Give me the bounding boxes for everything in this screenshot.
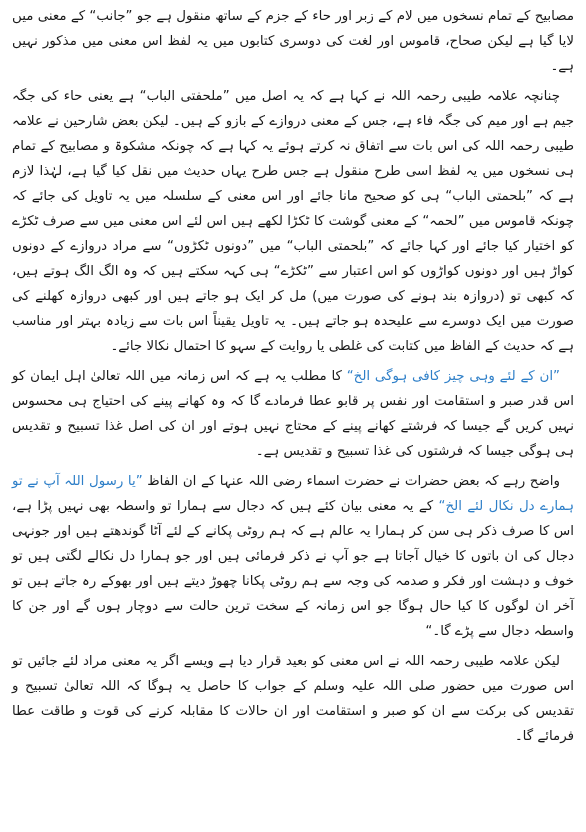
quoted-phrase-2: ”یا رسول اللہ آپ نے تو ہمارے دل نکال لئے الخ“ [12, 474, 575, 514]
paragraph-3-text: کا مطلب یہ ہے کہ اس زمانہ میں اللہ تعالیٰ اہل ایمان کو اس قدر صبر و استقامت اور نفس پر قابو عطا فرمادے گا کہ وہ کھانے پینے کی احتیاج ہی محسوس نہیں کریں گے جیسا کہ فرشتے کھانے پینے کے محتاج نہیں ہوتے اور ان کی اصل غذا تسبیح و تقدیس ہی ہوگی جیسا کہ فرشتوں کی غذا تسبیح و تقدیس ہے۔ [12, 369, 574, 459]
paragraph-4-lead: واضح رہے کہ بعض حضرات نے حضرت اسماء رضی اللہ عنہا کے ان الفاظ [142, 474, 560, 489]
paragraph-2 [12, 84, 574, 359]
paragraph-5 [12, 649, 574, 749]
quoted-phrase-1: ”ان کے لئے وہی چیز کافی ہوگی الخ“ [346, 369, 560, 384]
paragraph-4 [12, 469, 574, 644]
paragraph-3 [12, 364, 574, 464]
paragraph-4-text: کے یہ معنی بیان کئے ہیں کہ دجال سے ہمارا تو واسطہ بھی نہیں پڑا ہے، اس کا صرف ذکر ہی سن کر ہمارا یہ عالم ہے کہ ہم روٹی پکانے کے لئے آٹا گوندھتے ہیں اور جونہی دجال کی ان باتوں کا خیال آجاتا ہے جو آپ نے ذکر فرمائی ہیں اور جو ہمارا دل نکالے لگتی ہیں تو خوف و دہشت اور فکر و صدمہ کی وجہ سے ہم روٹی پکانا چھوڑ دیتے ہیں اور بھوکے رہ جاتے ہیں تو آخر ان لوگوں کا کیا حال ہوگا جو اس زمانہ کے سخت ترین حالت سے دوچار ہوں گے اور جن کا واسطہ دجال سے پڑے گا۔“ [12, 499, 574, 639]
paragraph-1-text: مصابیح کے تمام نسخوں میں لام کے زبر اور حاء کے جزم کے ساتھ منقول ہے جو ”جانب“ کے معنی میں لایا گیا ہے لیکن صحاح، قاموس اور لغت کی دوسری کتابوں میں یہ لفظ اس معنی میں مذکور نہیں ہے۔ [12, 9, 574, 74]
paragraph-5-text: لیکن علامہ طیبی رحمہ اللہ نے اس معنی کو بعید قرار دیا ہے ویسے اگر یہ معنی مراد لئے جائیں تو اس صورت میں حضور صلی اللہ علیہ وسلم کے جواب کا حاصل یہ ہوگا کہ اللہ تعالیٰ تسبیح و تقدیس کی برکت سے ان کو صبر و استقامت اور ان حالات کا مقابلہ کرنے کی قوت و طاقت عطا فرمائے گا۔ [12, 654, 574, 744]
paragraph-2-text: چنانچہ علامہ طیبی رحمہ اللہ نے کہا ہے کہ یہ اصل میں ”ملحفتی الباب“ ہے یعنی حاء کی جگہ جیم ہے اور میم کی جگہ فاء ہے، جس کے معنی دروازے کے بازو کے ہیں۔ لیکن بعض شارحین نے علامہ طیبی رحمہ اللہ کی اس بات سے اتفاق نہ کرتے ہوئے یہ کہا ہے کہ چونکہ مشکوۃ و مصابیح کے تمام ہی نسخوں میں یہ لفظ اسی طرح منقول ہے جس طرح یہاں حدیث میں نقل کیا گیا ہے، لہٰذا لازم ہے کہ ”بلحمتی الباب“ ہی کو صحیح مانا جائے اور اس معنی کے سلسلہ میں یہ تاویل کی جائے کہ چونکہ قاموس میں ”لحمہ“ کے معنی گوشت کا ٹکڑا لکھے ہیں اس لئے اس معنی میں سے صرف ٹکڑے کو اختیار کیا جائے اور کہا جائے کہ ”بلحمتی الباب“ میں ”دونوں ٹکڑوں“ سے مراد دروازے کے دونوں کواڑ ہیں اور دونوں کواڑوں کو اس اعتبار سے ”ٹکڑے“ ہی کہہ سکتے ہیں کہ وہ الگ الگ ہوتے ہیں، کہ کبھی تو (دروازہ بند ہونے کی صورت میں) مل کر ایک ہو جاتے ہیں اور کبھی دروازہ کھلنے کی صورت میں ایک دوسرے سے علیحدہ ہو جاتے ہیں۔ یہ تاویل یقیناً اس بات سے زیادہ بہتر اور مناسب ہے کہ حدیث کے الفاظ میں کتابت کی غلطی یا روایت کے سہو کا احتمال نکالا جائے۔ [12, 89, 574, 354]
paragraph-1 [12, 4, 574, 79]
